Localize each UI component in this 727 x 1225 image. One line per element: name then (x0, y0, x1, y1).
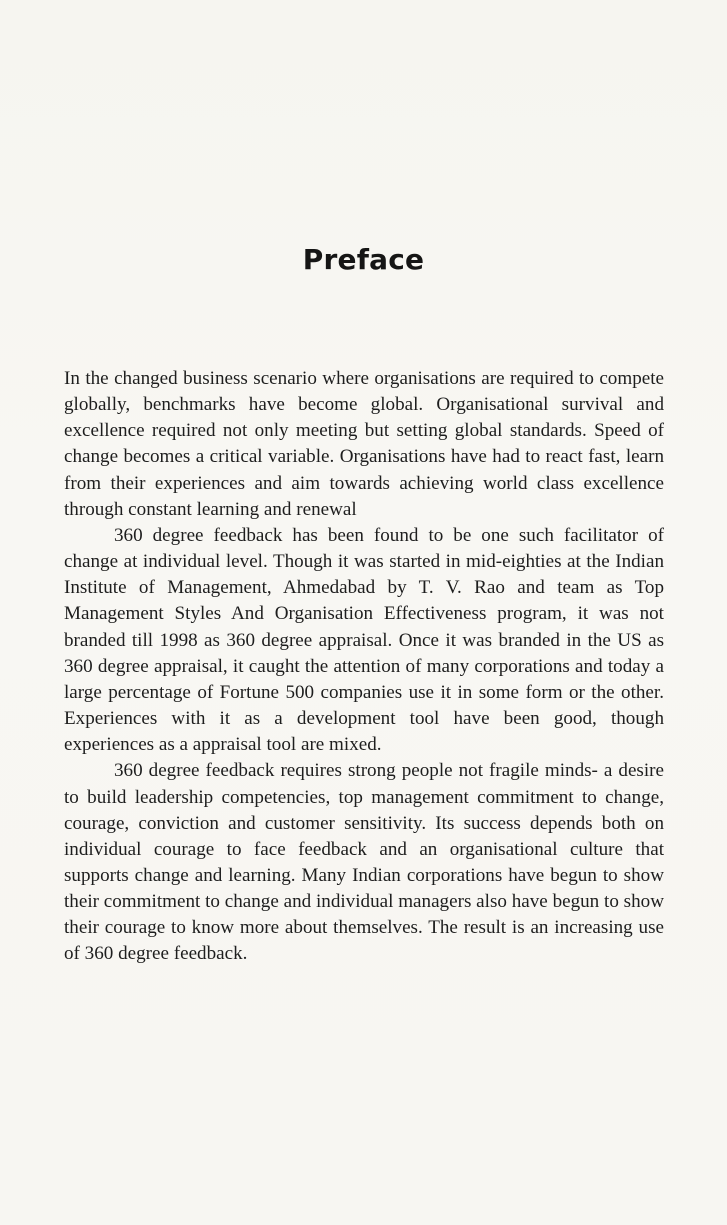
page-title: Preface (302, 243, 425, 276)
paragraph-1: In the changed business scenario where organisations are required to compete globally, benchmarks have become global. Organisational survival and excellence required not only meeting but setting global standards. Speed of change becomes a critical variable. Organisations have had to react fast, learn from their experiences and aim towards achieving world class excellence through constant learning and renewal (64, 368, 664, 520)
paragraph-2: 360 degree feedback has been found to be one such facilitator of change at individual level. Though it was started in mid-eighties at the Indian Institute of Management, Ahmedabad by T. V. Rao and team as Top Management Styles And Organisation Effectiveness program, it was not branded till 1998 as 360 degree appraisal. Once it was branded in the US as 360 degree appraisal, it caught the attention of many corporations and today a large percentage of Fortune 500 companies use it in some form or the other. Experiences with it as a development tool have been good, though experiences as a appraisal tool are mixed. (64, 524, 664, 756)
preface-body (64, 366, 664, 968)
paragraph-3: 360 degree feedback requires strong people not fragile minds- a desire to build leadership competencies, top management commitment to change, courage, conviction and customer sensitivity. Its success depends both on individual courage to face feedback and an organisational culture that supports change and learning. Many Indian corporations have begun to show their commitment to change and individual managers also have begun to show their courage to know more about themselves. The result is an increasing use of 360 degree feedback. (64, 760, 664, 965)
